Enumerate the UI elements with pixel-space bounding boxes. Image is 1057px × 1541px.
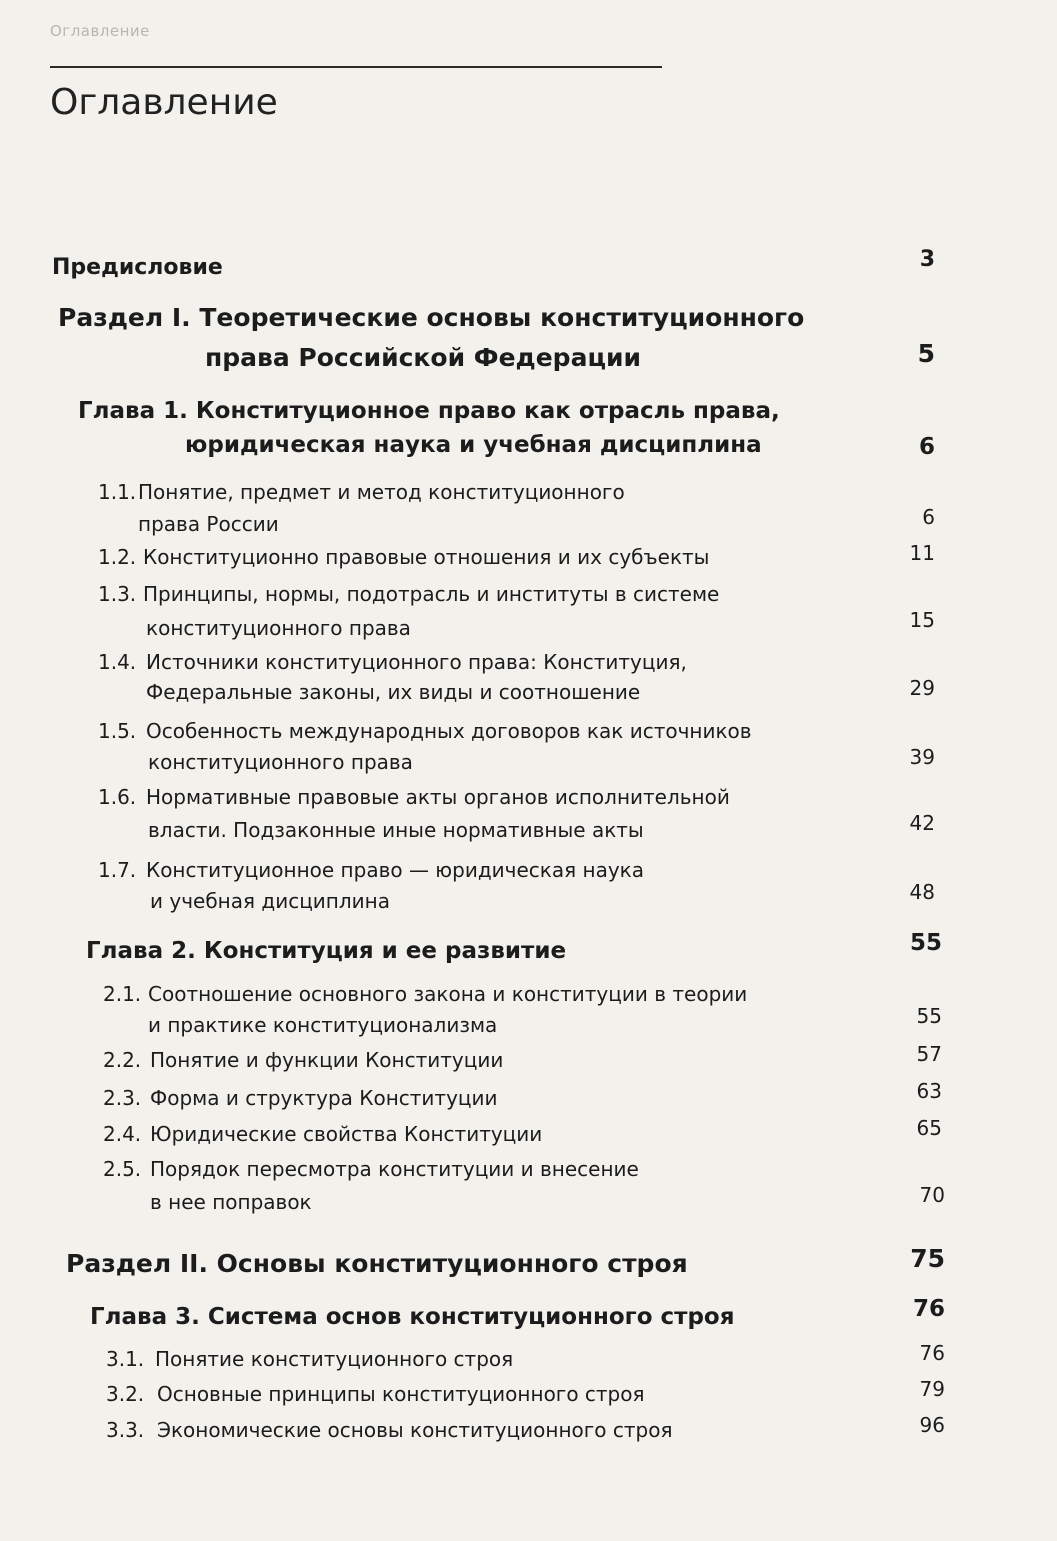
toc-item-number: 1.1.	[98, 480, 137, 504]
toc-item-page: 65	[916, 1116, 942, 1140]
toc-chapter-1-page: 6	[918, 434, 935, 460]
toc-chapter-2-page: 55	[909, 930, 942, 956]
toc-preface-page: 3	[919, 247, 935, 272]
toc-item-cont[interactable]: конституционного права	[148, 750, 413, 774]
toc-item-cont[interactable]: права России	[138, 512, 279, 536]
toc-item-page: 76	[919, 1341, 945, 1365]
toc-chapter-1-title-cont[interactable]: юридическая наука и учебная дисциплина	[185, 432, 762, 458]
toc-item-page: 11	[909, 541, 935, 565]
toc-section-2-title[interactable]: Раздел II. Основы конституционного строя	[66, 1249, 688, 1278]
toc-item-number: 1.3.	[98, 582, 137, 606]
toc-chapter-3-title[interactable]: Глава 3. Система основ конституционного строя	[90, 1304, 735, 1330]
toc-section-2-page: 75	[910, 1244, 945, 1273]
toc-item[interactable]: Порядок пересмотра конституции и внесение	[150, 1157, 639, 1181]
toc-item[interactable]: Понятие и функции Конституции	[150, 1048, 504, 1072]
toc-item[interactable]: Понятие, предмет и метод конституционного	[138, 480, 625, 504]
toc-item-page: 15	[909, 608, 935, 632]
toc-item[interactable]: Конституционно правовые отношения и их субъекты	[143, 545, 710, 569]
toc-item-page: 70	[919, 1183, 945, 1207]
toc-item[interactable]: Основные принципы конституционного строя	[157, 1382, 645, 1406]
toc-preface[interactable]: Предисловие	[52, 255, 223, 280]
toc-item[interactable]: Особенность международных договоров как источников	[146, 719, 752, 743]
toc-item[interactable]: Конституционное право — юридическая наука	[146, 858, 645, 882]
toc-item-page: 79	[919, 1377, 945, 1401]
toc-item-number: 1.7.	[98, 858, 137, 882]
toc-item-cont[interactable]: Федеральные законы, их виды и соотношение	[146, 680, 641, 704]
toc-item-number: 2.2.	[103, 1048, 142, 1072]
toc-item-number: 2.4.	[103, 1122, 142, 1146]
toc-item[interactable]: Нормативные правовые акты органов исполнительной	[146, 785, 730, 809]
toc-item-page: 63	[916, 1079, 942, 1103]
toc-item-cont[interactable]: конституционного права	[146, 616, 411, 640]
toc-item-cont[interactable]: власти. Подзаконные иные нормативные акты	[148, 818, 644, 842]
toc-item-page: 39	[909, 745, 935, 769]
toc-item-number: 3.1.	[106, 1347, 145, 1371]
toc-chapter-3-page: 76	[912, 1296, 945, 1322]
toc-item[interactable]: Источники конституционного права: Конституция,	[146, 650, 687, 674]
toc-section-1-page: 5	[917, 339, 935, 368]
toc-item[interactable]: Соотношение основного закона и конституции в теории	[148, 982, 748, 1006]
toc-item[interactable]: Понятие конституционного строя	[155, 1347, 514, 1371]
toc-item-page: 42	[909, 811, 935, 835]
toc-item-cont[interactable]: в нее поправок	[150, 1190, 312, 1214]
toc-item-number: 2.1.	[103, 982, 142, 1006]
toc-item-number: 1.4.	[98, 650, 137, 674]
toc-item-cont[interactable]: и учебная дисциплина	[150, 889, 390, 913]
toc-chapter-2-title[interactable]: Глава 2. Конституция и ее развитие	[86, 938, 567, 964]
toc-item[interactable]: Принципы, нормы, подотрасль и институты в системе	[143, 582, 720, 606]
toc-section-1-title[interactable]: Раздел I. Теоретические основы конституционного	[58, 303, 805, 332]
toc-item-page: 57	[916, 1042, 942, 1066]
toc-item-page: 29	[909, 676, 935, 700]
toc-item-number: 1.2.	[98, 545, 137, 569]
toc-chapter-1-title[interactable]: Глава 1. Конституционное право как отрасль права,	[78, 398, 780, 424]
page-title: Оглавление	[50, 82, 278, 123]
toc-item-page: 55	[916, 1004, 942, 1028]
toc-item-number: 3.3.	[106, 1418, 145, 1442]
toc-item-page: 6	[922, 505, 935, 529]
toc-item-page: 48	[909, 880, 935, 904]
toc-item-number: 1.5.	[98, 719, 137, 743]
toc-item[interactable]: Форма и структура Конституции	[150, 1086, 498, 1110]
toc-section-1-title-cont[interactable]: права Российской Федерации	[205, 343, 642, 372]
toc-item-cont[interactable]: и практике конституционализма	[148, 1013, 498, 1037]
toc-item[interactable]: Экономические основы конституционного строя	[157, 1418, 673, 1442]
toc-item-number: 2.3.	[103, 1086, 142, 1110]
toc-item-page: 96	[919, 1413, 945, 1437]
toc-item-number: 1.6.	[98, 785, 137, 809]
running-head: Оглавление	[50, 22, 150, 40]
toc-item-number: 3.2.	[106, 1382, 145, 1406]
toc-item-number: 2.5.	[103, 1157, 142, 1181]
toc-item[interactable]: Юридические свойства Конституции	[150, 1122, 543, 1146]
